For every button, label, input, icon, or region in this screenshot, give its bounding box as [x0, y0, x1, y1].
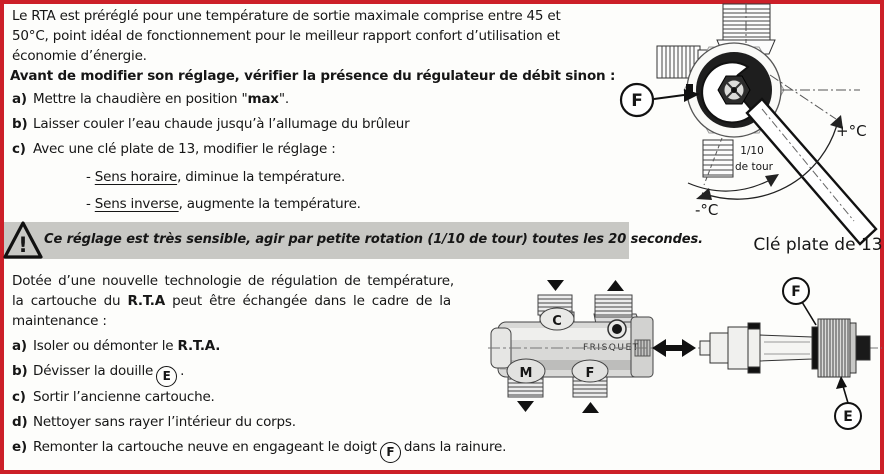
step-text: [33, 91, 289, 107]
svg-text:!: !: [18, 233, 28, 257]
cartridge: [700, 319, 870, 377]
step-text-post: .: [180, 363, 185, 379]
tenth-turn-label-1: 1/10: [740, 145, 764, 157]
step-a: [12, 91, 289, 107]
maintenance-line-pre: la cartouche du: [12, 293, 128, 309]
step-c: [12, 141, 336, 157]
circled-letter-e: E: [156, 366, 177, 387]
step-text-pre: Dévisser la douille: [33, 363, 154, 379]
warning-triangle-icon: [2, 219, 44, 261]
maintenance-line-bold: R.T.A: [127, 293, 165, 309]
maintenance-line: [12, 291, 451, 311]
maintenance-line: maintenance :: [12, 313, 107, 329]
step-letter: a): [12, 338, 27, 354]
cartridge-f-pointer: [802, 302, 816, 325]
wrench-caption: Clé plate de 13: [753, 235, 883, 255]
cartridge-e-arrowhead: [836, 376, 847, 389]
step-text: [33, 338, 220, 354]
sub-rest: , augmente la température.: [178, 196, 361, 212]
step-text: Nettoyer sans rayer l’intérieur du corps.: [33, 414, 296, 430]
step-text-bold: max: [247, 91, 279, 107]
tenth-turn-arrowhead: [765, 174, 779, 187]
sub-dash: -: [86, 169, 91, 185]
cartridge-nub: [856, 336, 870, 360]
sub-dash: -: [86, 196, 91, 212]
intro-line: Le RTA est préréglé pour une température de sortie maximale comprise entre 45 et: [12, 8, 561, 24]
step-letter: c): [12, 141, 26, 157]
maint-step-d: [12, 414, 296, 430]
step-text-pre: Mettre la chaudière en position ": [33, 91, 248, 107]
step-letter: c): [12, 389, 26, 405]
cartridge-label-f: F: [791, 284, 801, 300]
up-arrow-icon: [582, 402, 599, 413]
sub-step-clockwise: [86, 169, 345, 185]
label-f-text: F: [631, 91, 643, 111]
up-arrow-icon: [607, 280, 624, 291]
maint-step-b: [12, 363, 184, 387]
cartridge-label-e: E: [843, 409, 853, 425]
double-arrow-icon: [652, 339, 696, 357]
port-label-f: F: [585, 366, 595, 381]
cartridge-seal: [812, 327, 818, 369]
wrench-diagram: [602, 3, 887, 255]
intro-line: 50°C, point idéal de fonctionnement pour le meilleur rapport confort d’utilisation et: [12, 28, 560, 44]
step-letter: b): [12, 116, 28, 132]
label-f-arrow: [654, 95, 684, 99]
tenth-turn-label-2: de tour: [735, 161, 773, 173]
cartridge-e-pointer: [843, 386, 848, 403]
down-arrow-icon: [517, 401, 534, 412]
valve-cartridge-diagram: [486, 272, 886, 467]
warning-band: [4, 222, 703, 259]
step-text: Avec une clé plate de 13, modifier le réglage :: [33, 141, 336, 157]
step-letter: d): [12, 414, 28, 430]
warning-text: Ce réglage est très sensible, agir par petite rotation (1/10 de tour) toutes les 20 secondes.: [44, 232, 703, 247]
step-letter: b): [12, 363, 28, 379]
maintenance-line: Dotée d’une nouvelle technologie de régulation de température,: [12, 273, 454, 289]
step-text: [33, 363, 185, 383]
step-text: [33, 439, 507, 459]
minus-temp-label: -°C: [695, 201, 719, 219]
maint-step-c: [12, 389, 215, 405]
step-text-post: dans la rainure.: [403, 439, 507, 455]
sub-underlined: Sens inverse: [94, 196, 179, 212]
sub-rest: , diminue la température.: [177, 169, 346, 185]
intro-line: économie d’énergie.: [12, 48, 147, 64]
port-label-c: C: [552, 314, 562, 329]
step-letter: a): [12, 91, 27, 107]
step-text: Sortir l’ancienne cartouche.: [33, 389, 215, 405]
step-text-bold: R.T.A.: [177, 338, 221, 354]
maint-step-a: [12, 338, 220, 354]
step-letter: e): [12, 439, 27, 455]
step-text-pre: Remonter la cartouche neuve en engageant le doigt: [33, 439, 377, 455]
port-label-m: M: [519, 366, 533, 381]
step-text: Laisser couler l’eau chaude jusqu’à l’allumage du brûleur: [33, 116, 410, 132]
down-arrow-icon: [547, 280, 564, 291]
step-text-pre: Isoler ou démonter le: [33, 338, 178, 354]
step-b: [12, 116, 409, 132]
section-heading: Avant de modifier son réglage, vérifier la présence du régulateur de débit sinon :: [10, 68, 616, 84]
brand-text: FRISQUET: [583, 343, 640, 353]
plus-temp-label: +°C: [836, 122, 867, 140]
maint-step-e: [12, 439, 506, 463]
step-text-post: ".: [278, 91, 289, 107]
tenth-turn-arc: [688, 179, 772, 191]
maintenance-line-post: peut être échangée dans le cadre de la: [164, 293, 451, 309]
sub-underlined: Sens horaire: [94, 169, 178, 185]
cartridge-flange: [850, 323, 856, 373]
circled-letter-f: F: [380, 442, 401, 463]
sub-step-counterclockwise: [86, 196, 361, 212]
threaded-pipe-bottom: [703, 140, 733, 177]
port-top-right-threads: [595, 295, 632, 317]
